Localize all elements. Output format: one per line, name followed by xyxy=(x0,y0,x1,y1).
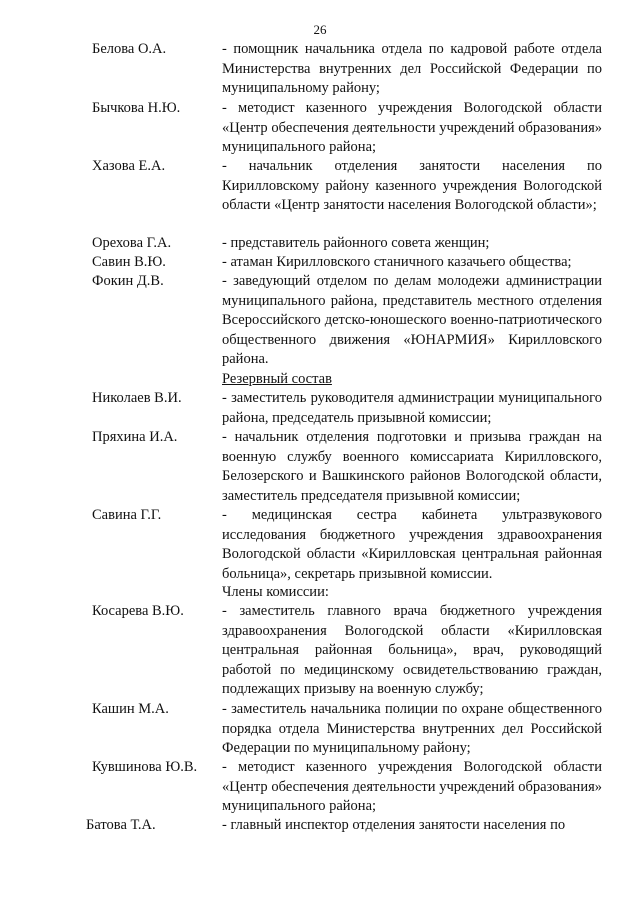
member-name: Белова О.А. xyxy=(92,41,167,57)
member-name: Бычкова Н.Ю. xyxy=(92,100,181,116)
member-role: - методист казенного учреждения Вологодской области «Центр обеспечения деятельности учреждений образования» муниципального района; xyxy=(222,100,602,155)
member-name: Батова Т.А. xyxy=(86,817,156,833)
member-role: - атаман Кирилловского станичного казачьего общества; xyxy=(222,254,572,270)
member-role: - заведующий отделом по делам молодежи администрации муниципального района, представитель местного отделения Всероссийского детско-юношеского военно-патриотического общественного движения «ЮНАРМИЯ» Кирилловского района. xyxy=(222,273,602,367)
member-role: - заместитель начальника полиции по охране общественного порядка отдела Министерства внутренних дел Российской Федерации по муниципальному району; xyxy=(222,701,602,756)
member-role: - медицинская сестра кабинета ультразвукового исследования бюджетного учреждения здравоохранения Вологодской области «Кирилловская центральная районная больница», секретарь призывной комиссии. xyxy=(222,507,602,582)
member-role: - начальник отделения подготовки и призыва граждан на военную службу военного комиссариата Кирилловского, Белозерского и Вашкинского районов Вологодской области, заместитель председателя призывной комиссии; xyxy=(222,429,602,504)
member-name: Пряхина И.А. xyxy=(92,429,178,445)
member-name: Орехова Г.А. xyxy=(92,235,172,251)
member-name: Хазова Е.А. xyxy=(92,158,166,174)
member-role: - главный инспектор отделения занятости населения по xyxy=(222,817,566,833)
member-name: Кувшинова Ю.В. xyxy=(92,759,198,775)
section-heading-reserve: Резервный состав xyxy=(222,371,332,387)
member-name: Фокин Д.В. xyxy=(92,273,164,289)
member-role: - заместитель руководителя администрации муниципального района, председатель призывной комиссии; xyxy=(222,390,602,426)
member-name: Савин В.Ю. xyxy=(92,254,166,270)
member-name: Николаев В.И. xyxy=(92,390,182,406)
member-role: - начальник отделения занятости населения по Кирилловскому району казенного учреждения Вологодской области «Центр занятости населения Вологодской области»; xyxy=(222,158,602,213)
member-role: - методист казенного учреждения Вологодской области «Центр обеспечения деятельности учреждений образования» муниципального района; xyxy=(222,759,602,814)
member-role: - представитель районного совета женщин; xyxy=(222,235,490,251)
member-role: - заместитель главного врача бюджетного учреждения здравоохранения Вологодской области «Кирилловская центральная районная больница», врач, руководящий работой по медицинскому освидетельствованию граждан, подлежащих призыву на военную службу; xyxy=(222,603,602,697)
page-number: 26 xyxy=(313,22,327,37)
section-heading-members: Члены комиссии: xyxy=(222,584,329,600)
member-name: Кашин М.А. xyxy=(92,701,169,717)
member-name: Косарева В.Ю. xyxy=(92,603,184,619)
member-role: - помощник начальника отдела по кадровой работе отдела Министерства внутренних дел Российской Федерации по муниципальному району; xyxy=(222,41,602,96)
member-name: Савина Г.Г. xyxy=(92,507,162,523)
